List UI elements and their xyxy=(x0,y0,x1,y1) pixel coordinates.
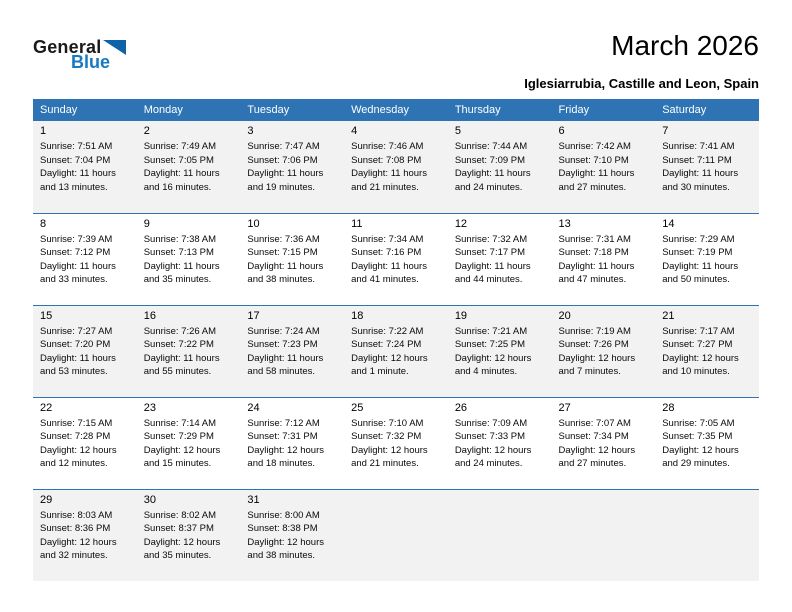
day-cell xyxy=(240,489,344,581)
title-block xyxy=(524,30,759,91)
day-cell xyxy=(137,121,241,213)
day-number: 18 xyxy=(351,309,364,322)
day-cell xyxy=(655,121,759,213)
day-cell xyxy=(344,397,448,489)
day-cell xyxy=(344,121,448,213)
page-header xyxy=(33,30,759,91)
sunrise-text: Sunrise: 7:22 AM xyxy=(351,325,424,337)
sunrise-text: Sunrise: 7:10 AM xyxy=(351,417,424,429)
logo-text-blue: Blue xyxy=(71,52,111,72)
sunrise-text: Sunrise: 7:19 AM xyxy=(558,325,631,337)
day-cell xyxy=(240,305,344,397)
sunrise-text: Sunrise: 7:31 AM xyxy=(558,233,631,245)
sunset-text: Sunset: 7:32 PM xyxy=(351,431,422,443)
sunrise-text: Sunrise: 7:12 AM xyxy=(247,417,320,429)
weekday-header-sunday: Sunday xyxy=(33,99,137,121)
sunset-text: Sunset: 7:12 PM xyxy=(40,247,111,259)
sunset-text: Sunset: 7:13 PM xyxy=(143,247,214,259)
daylight-text: Daylight: 11 hours and 47 minutes. xyxy=(558,260,635,286)
daylight-text: Daylight: 11 hours and 19 minutes. xyxy=(247,168,324,193)
sunrise-text: Sunrise: 8:00 AM xyxy=(247,509,320,521)
sunset-text: Sunset: 7:19 PM xyxy=(662,247,733,259)
sunrise-text: Sunrise: 7:32 AM xyxy=(454,233,528,245)
sunset-text: Sunset: 7:35 PM xyxy=(662,431,733,443)
sunset-text: Sunset: 7:23 PM xyxy=(247,339,318,351)
day-cell xyxy=(33,121,137,213)
sunrise-text: Sunrise: 7:51 AM xyxy=(40,141,113,153)
daylight-text: Daylight: 11 hours and 30 minutes. xyxy=(662,168,739,193)
weekday-header-row xyxy=(33,99,759,121)
day-number: 9 xyxy=(143,217,150,230)
week-row-3 xyxy=(33,305,759,397)
day-number: 15 xyxy=(40,309,53,322)
day-cell xyxy=(240,121,344,213)
sunset-text: Sunset: 8:36 PM xyxy=(40,523,111,535)
day-cell xyxy=(33,397,137,489)
sunset-text: Sunset: 7:09 PM xyxy=(454,154,526,166)
sunrise-text: Sunrise: 7:46 AM xyxy=(351,141,424,153)
day-number: 20 xyxy=(558,309,571,322)
day-number: 29 xyxy=(40,493,53,506)
day-cell xyxy=(344,213,448,305)
daylight-text: Daylight: 11 hours and 21 minutes. xyxy=(351,168,427,193)
daylight-text: Daylight: 12 hours and 7 minutes. xyxy=(558,352,636,378)
sunset-text: Sunset: 7:31 PM xyxy=(247,431,318,443)
day-number: 26 xyxy=(454,401,468,414)
general-blue-logo xyxy=(33,30,126,70)
daylight-text: Daylight: 12 hours and 38 minutes. xyxy=(247,536,324,562)
sunset-text: Sunset: 7:05 PM xyxy=(143,154,214,166)
empty-day-cell xyxy=(448,489,552,581)
day-cell xyxy=(552,213,656,305)
day-number: 30 xyxy=(143,493,156,506)
day-cell xyxy=(137,213,241,305)
day-cell xyxy=(240,213,344,305)
sunset-text: Sunset: 8:37 PM xyxy=(143,523,214,535)
day-number: 19 xyxy=(454,309,468,322)
weekday-header-thursday: Thursday xyxy=(448,99,552,121)
day-cell xyxy=(552,305,656,397)
day-number: 21 xyxy=(662,309,675,322)
logo-text-general: General xyxy=(33,37,102,57)
daylight-text: Daylight: 12 hours and 15 minutes. xyxy=(143,444,221,470)
day-number: 4 xyxy=(351,125,358,138)
daylight-text: Daylight: 11 hours and 55 minutes. xyxy=(143,352,220,378)
day-number: 25 xyxy=(351,401,364,414)
sunrise-text: Sunrise: 7:38 AM xyxy=(143,233,217,245)
day-number: 5 xyxy=(454,125,461,138)
sunrise-text: Sunrise: 7:47 AM xyxy=(247,141,320,153)
sunrise-text: Sunrise: 7:41 AM xyxy=(662,141,735,153)
sunrise-text: Sunrise: 7:39 AM xyxy=(40,233,113,245)
day-cell xyxy=(137,489,241,581)
day-cell xyxy=(33,213,137,305)
day-number: 27 xyxy=(558,401,571,414)
day-cell xyxy=(137,305,241,397)
day-number: 1 xyxy=(40,125,47,138)
day-cell xyxy=(448,397,552,489)
daylight-text: Daylight: 12 hours and 1 minute. xyxy=(351,352,428,378)
sunrise-text: Sunrise: 7:49 AM xyxy=(143,141,217,153)
daylight-text: Daylight: 12 hours and 32 minutes. xyxy=(40,536,117,562)
sunset-text: Sunset: 7:08 PM xyxy=(351,154,422,166)
sunrise-text: Sunrise: 7:26 AM xyxy=(143,325,217,337)
sunrise-text: Sunrise: 7:42 AM xyxy=(558,141,631,153)
sunset-text: Sunset: 7:06 PM xyxy=(247,154,318,166)
week-row-1 xyxy=(33,121,759,213)
sunrise-text: Sunrise: 7:14 AM xyxy=(143,417,217,429)
sunset-text: Sunset: 7:11 PM xyxy=(662,154,732,166)
day-number: 22 xyxy=(40,401,53,414)
sunset-text: Sunset: 7:20 PM xyxy=(40,339,111,351)
sunset-text: Sunset: 7:22 PM xyxy=(143,339,214,351)
daylight-text: Daylight: 11 hours and 44 minutes. xyxy=(454,260,531,286)
sunset-text: Sunset: 7:24 PM xyxy=(351,339,422,351)
sunrise-text: Sunrise: 7:44 AM xyxy=(454,141,528,153)
daylight-text: Daylight: 12 hours and 4 minutes. xyxy=(454,352,532,378)
day-number: 28 xyxy=(662,401,675,414)
day-number: 31 xyxy=(247,493,260,506)
calendar-table xyxy=(33,99,759,581)
sunrise-text: Sunrise: 7:05 AM xyxy=(662,417,735,429)
sunset-text: Sunset: 7:33 PM xyxy=(454,431,526,443)
day-number: 14 xyxy=(662,217,675,230)
week-row-5 xyxy=(33,489,759,581)
day-number: 23 xyxy=(143,401,156,414)
day-cell xyxy=(137,397,241,489)
sunset-text: Sunset: 7:15 PM xyxy=(247,247,318,259)
daylight-text: Daylight: 11 hours and 16 minutes. xyxy=(143,168,220,193)
sunset-text: Sunset: 8:38 PM xyxy=(247,523,318,535)
sunset-text: Sunset: 7:27 PM xyxy=(662,339,733,351)
daylight-text: Daylight: 11 hours and 24 minutes. xyxy=(454,168,531,193)
day-cell xyxy=(33,489,137,581)
sunrise-text: Sunrise: 7:36 AM xyxy=(247,233,320,245)
empty-day-cell xyxy=(344,489,448,581)
location-subtitle: Iglesiarrubia, Castille and Leon, Spain xyxy=(524,76,759,92)
day-number: 3 xyxy=(247,125,254,138)
week-row-2 xyxy=(33,213,759,305)
sunrise-text: Sunrise: 7:17 AM xyxy=(662,325,735,337)
day-cell xyxy=(448,121,552,213)
sunset-text: Sunset: 7:25 PM xyxy=(454,339,526,351)
sunset-text: Sunset: 7:34 PM xyxy=(558,431,629,443)
day-cell xyxy=(448,213,552,305)
week-row-4 xyxy=(33,397,759,489)
sunrise-text: Sunrise: 8:02 AM xyxy=(143,509,217,521)
empty-day-cell xyxy=(552,489,656,581)
day-cell xyxy=(33,305,137,397)
daylight-text: Daylight: 11 hours and 50 minutes. xyxy=(662,260,739,286)
sunrise-text: Sunrise: 7:34 AM xyxy=(351,233,424,245)
sunrise-text: Sunrise: 7:27 AM xyxy=(40,325,113,337)
daylight-text: Daylight: 11 hours and 27 minutes. xyxy=(558,168,635,193)
day-cell xyxy=(655,213,759,305)
day-number: 16 xyxy=(143,309,156,322)
sunset-text: Sunset: 7:10 PM xyxy=(558,154,629,166)
sunrise-text: Sunrise: 7:29 AM xyxy=(662,233,735,245)
daylight-text: Daylight: 11 hours and 35 minutes. xyxy=(143,260,220,286)
daylight-text: Daylight: 11 hours and 13 minutes. xyxy=(40,168,116,193)
day-number: 12 xyxy=(454,217,468,230)
day-cell xyxy=(344,305,448,397)
day-number: 6 xyxy=(558,125,565,138)
sunset-text: Sunset: 7:17 PM xyxy=(454,247,526,259)
daylight-text: Daylight: 12 hours and 24 minutes. xyxy=(454,444,532,470)
day-number: 17 xyxy=(247,309,260,322)
calendar-header xyxy=(33,99,759,121)
daylight-text: Daylight: 11 hours and 33 minutes. xyxy=(40,260,116,286)
day-cell xyxy=(552,397,656,489)
daylight-text: Daylight: 12 hours and 35 minutes. xyxy=(143,536,221,562)
day-number: 10 xyxy=(247,217,260,230)
weekday-header-friday: Friday xyxy=(552,99,656,121)
weekday-header-saturday: Saturday xyxy=(655,99,759,121)
sunset-text: Sunset: 7:26 PM xyxy=(558,339,629,351)
daylight-text: Daylight: 12 hours and 18 minutes. xyxy=(247,444,324,470)
day-number: 2 xyxy=(143,125,150,138)
sunset-text: Sunset: 7:29 PM xyxy=(143,431,214,443)
daylight-text: Daylight: 11 hours and 58 minutes. xyxy=(247,352,324,378)
sunset-text: Sunset: 7:16 PM xyxy=(351,247,422,259)
daylight-text: Daylight: 12 hours and 29 minutes. xyxy=(662,444,739,470)
daylight-text: Daylight: 12 hours and 12 minutes. xyxy=(40,444,117,470)
day-number: 24 xyxy=(247,401,260,414)
daylight-text: Daylight: 11 hours and 53 minutes. xyxy=(40,352,116,378)
day-number: 13 xyxy=(558,217,571,230)
sunset-text: Sunset: 7:18 PM xyxy=(558,247,629,259)
daylight-text: Daylight: 12 hours and 21 minutes. xyxy=(351,444,428,470)
daylight-text: Daylight: 12 hours and 27 minutes. xyxy=(558,444,636,470)
calendar-body xyxy=(33,121,759,581)
daylight-text: Daylight: 11 hours and 41 minutes. xyxy=(351,260,427,286)
weekday-header-wednesday: Wednesday xyxy=(344,99,448,121)
day-number: 8 xyxy=(40,217,47,230)
sunrise-text: Sunrise: 7:24 AM xyxy=(247,325,320,337)
sunset-text: Sunset: 7:28 PM xyxy=(40,431,111,443)
sunrise-text: Sunrise: 7:15 AM xyxy=(40,417,113,429)
sunrise-text: Sunrise: 7:21 AM xyxy=(454,325,528,337)
day-cell xyxy=(448,305,552,397)
daylight-text: Daylight: 11 hours and 38 minutes. xyxy=(247,260,324,286)
daylight-text: Daylight: 12 hours and 10 minutes. xyxy=(662,352,739,378)
day-cell xyxy=(552,121,656,213)
page-title: March 2026 xyxy=(611,30,759,61)
day-number: 7 xyxy=(662,125,669,138)
sunrise-text: Sunrise: 8:03 AM xyxy=(40,509,113,521)
sunrise-text: Sunrise: 7:09 AM xyxy=(454,417,528,429)
empty-day-cell xyxy=(655,489,759,581)
weekday-header-tuesday: Tuesday xyxy=(240,99,344,121)
day-cell xyxy=(240,397,344,489)
weekday-header-monday: Monday xyxy=(137,99,241,121)
day-cell xyxy=(655,305,759,397)
sunrise-text: Sunrise: 7:07 AM xyxy=(558,417,631,429)
day-number: 11 xyxy=(351,217,363,230)
day-cell xyxy=(655,397,759,489)
sunset-text: Sunset: 7:04 PM xyxy=(40,154,111,166)
